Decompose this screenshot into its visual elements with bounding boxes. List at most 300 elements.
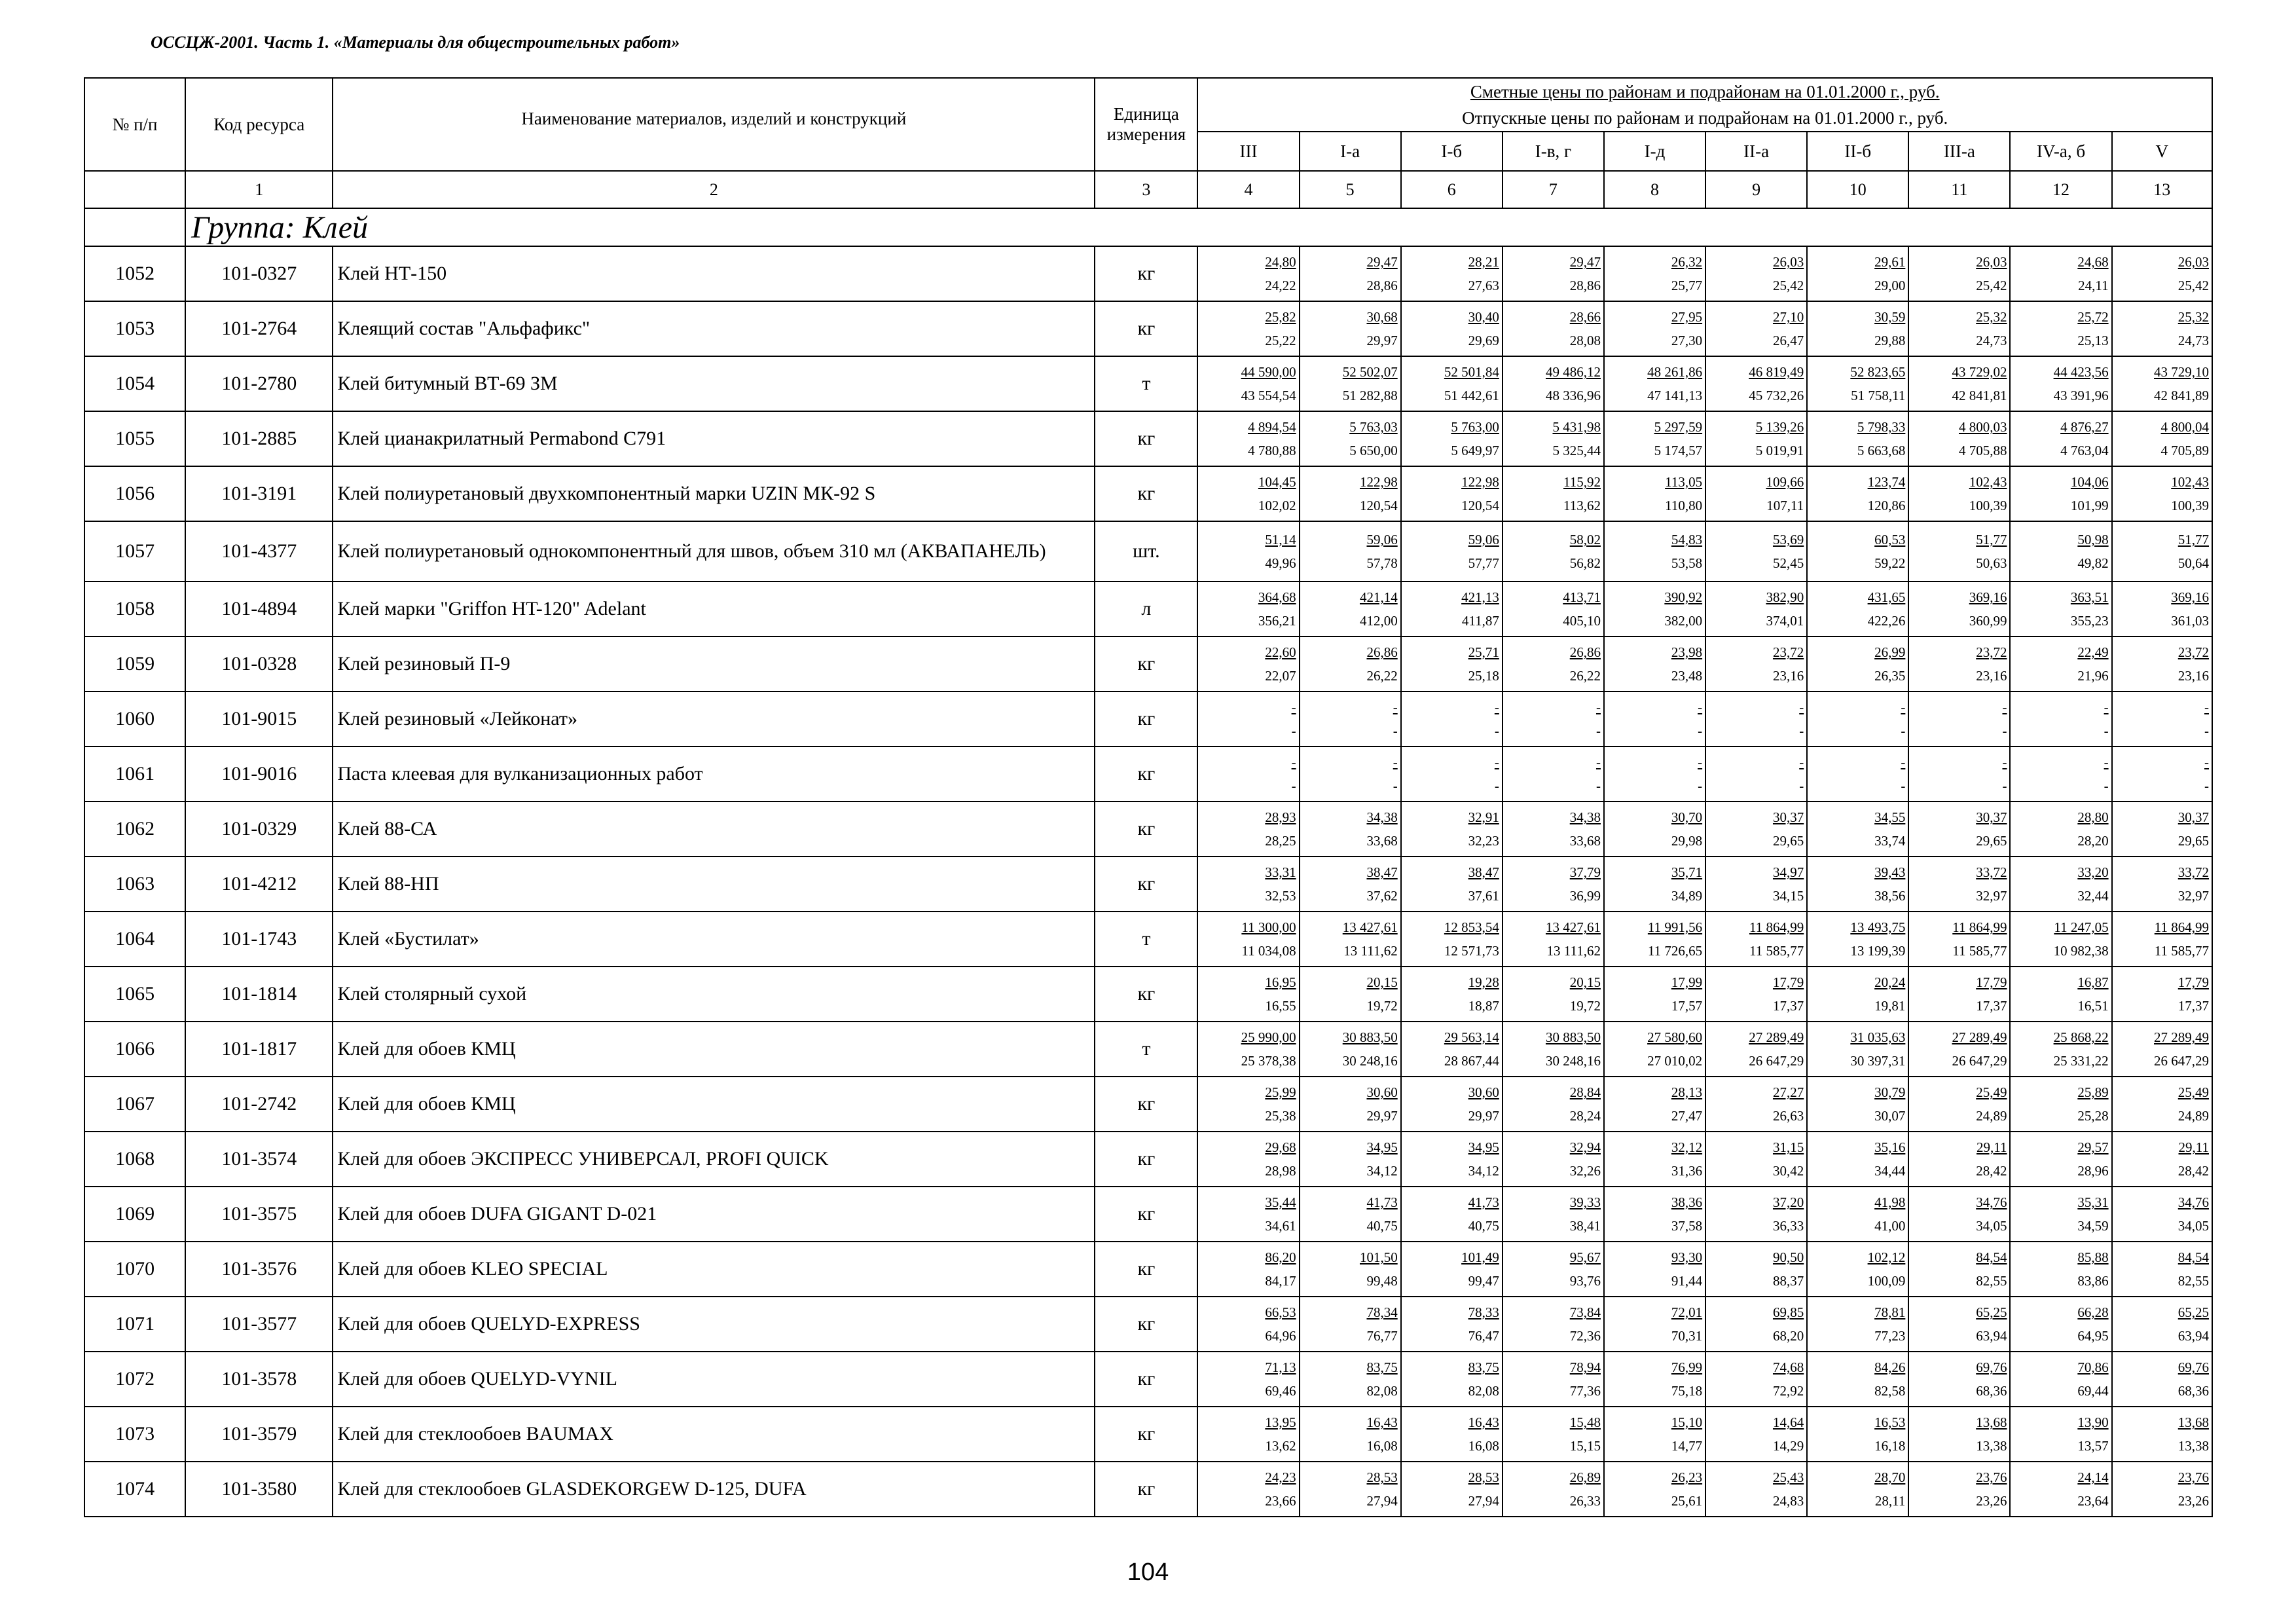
price-cell (1300, 521, 1401, 581)
column-number: 2 (333, 171, 1095, 208)
release-price: 23,16 (1976, 668, 2007, 684)
release-price: 57,77 (1468, 555, 1499, 571)
material-name: Клей для обоев КМЦ (333, 1077, 1095, 1132)
row-number: 1073 (84, 1407, 185, 1462)
estimate-price: 24,68 (2077, 254, 2109, 270)
release-price: - (1698, 778, 1703, 794)
table-row (84, 1407, 2212, 1462)
price-cell (2010, 637, 2111, 692)
release-price: 91,44 (1671, 1273, 1703, 1289)
price-cell (1401, 912, 1503, 967)
release-price: 25,42 (1976, 278, 2007, 293)
price-cell (1401, 1352, 1503, 1407)
estimate-price: - (1494, 699, 1499, 715)
release-price: 5 019,91 (1755, 443, 1804, 458)
release-price: 14,77 (1671, 1438, 1703, 1454)
price-cell (1300, 1242, 1401, 1297)
release-price: - (1595, 778, 1601, 794)
estimate-price: 34,38 (1569, 809, 1601, 825)
price-cell (1807, 301, 1908, 356)
estimate-price: 32,94 (1569, 1139, 1601, 1155)
release-price: - (1698, 723, 1703, 739)
release-price: 360,99 (1969, 613, 2007, 629)
material-name: Паста клеевая для вулканизационных работ (333, 747, 1095, 802)
estimate-price: 27 289,49 (2154, 1029, 2209, 1045)
price-cell (2112, 1022, 2212, 1077)
region-header: II-б (1807, 132, 1908, 171)
estimate-price: 13,68 (2178, 1414, 2209, 1430)
release-price: 59,22 (1874, 555, 1906, 571)
estimate-price: 25 990,00 (1241, 1029, 1296, 1045)
release-price: 16,08 (1366, 1438, 1398, 1454)
estimate-price: - (1901, 699, 1906, 715)
price-cell (2112, 1077, 2212, 1132)
release-price: 12 571,73 (1444, 943, 1499, 959)
price-cell (1604, 692, 1705, 747)
price-cell (1908, 912, 2010, 967)
estimate-price: 26,03 (2178, 254, 2209, 270)
price-cell (1503, 301, 1604, 356)
row-number: 1053 (84, 301, 185, 356)
price-cell (1908, 466, 2010, 521)
estimate-price: 26,03 (1976, 254, 2007, 270)
price-cell (1197, 1242, 1299, 1297)
price-cell (2112, 1132, 2212, 1187)
price-cell (2010, 747, 2111, 802)
material-name: Клей резиновый П-9 (333, 637, 1095, 692)
estimate-price: 102,43 (1969, 474, 2007, 490)
estimate-price: 11 864,99 (1952, 919, 2007, 935)
release-price: 69,44 (2077, 1383, 2109, 1399)
release-price: 26,63 (1772, 1108, 1804, 1124)
estimate-price: 27,27 (1772, 1084, 1804, 1100)
release-price: 25,13 (2077, 333, 2109, 348)
group-title: Группа: Клей (185, 208, 2212, 246)
price-cell (1401, 1022, 1503, 1077)
release-price: 30,07 (1874, 1108, 1906, 1124)
estimate-price: 15,10 (1671, 1414, 1703, 1430)
price-cell (1604, 1297, 1705, 1352)
price-cell (1503, 1297, 1604, 1352)
release-price: 47 141,13 (1647, 388, 1703, 403)
price-cell (2112, 581, 2212, 637)
price-cell (1197, 1462, 1299, 1517)
price-cell (1705, 1077, 1807, 1132)
estimate-price: 122,98 (1461, 474, 1499, 490)
release-price: 5 649,97 (1451, 443, 1499, 458)
estimate-price: 50,98 (2077, 532, 2109, 547)
estimate-price: - (1393, 699, 1398, 715)
price-cell (2112, 1187, 2212, 1242)
estimate-price: 69,76 (2178, 1359, 2209, 1375)
price-cell (1604, 912, 1705, 967)
price-cell (1197, 637, 1299, 692)
release-price: 24,73 (2178, 333, 2209, 348)
release-price: 100,09 (1867, 1273, 1906, 1289)
release-price: - (1901, 723, 1906, 739)
release-price: 40,75 (1468, 1218, 1499, 1234)
material-name: Клей для стеклообоев GLASDEKORGEW D-125, DUFA (333, 1462, 1095, 1517)
unit-of-measure: кг (1095, 411, 1197, 466)
price-cell (1908, 802, 2010, 857)
estimate-price: 28,84 (1569, 1084, 1601, 1100)
estimate-price: 28,53 (1366, 1469, 1398, 1485)
release-price: 32,44 (2077, 888, 2109, 904)
estimate-price: 24,14 (2077, 1469, 2109, 1485)
price-cell (2010, 411, 2111, 466)
estimate-price: 115,92 (1563, 474, 1601, 490)
unit-of-measure: шт. (1095, 521, 1197, 581)
release-price: - (2104, 723, 2109, 739)
release-price: 33,74 (1874, 833, 1906, 849)
release-price: 25 331,22 (2053, 1053, 2109, 1069)
resource-code: 101-0327 (185, 246, 333, 301)
estimate-price: 16,87 (2077, 974, 2109, 990)
column-number: 11 (1908, 171, 2010, 208)
estimate-price: 28,21 (1468, 254, 1499, 270)
estimate-price: 25,32 (2178, 309, 2209, 325)
estimate-price: 23,98 (1671, 644, 1703, 660)
release-price: 23,26 (2178, 1493, 2209, 1509)
price-cell (2112, 1407, 2212, 1462)
release-price: 30 397,31 (1850, 1053, 1906, 1069)
price-cell (1401, 637, 1503, 692)
estimate-price: 364,68 (1258, 589, 1296, 605)
estimate-price: 59,06 (1366, 532, 1398, 547)
release-price: 10 982,38 (2053, 943, 2109, 959)
release-price: - (1291, 723, 1296, 739)
release-price: 29,97 (1468, 1108, 1499, 1124)
release-price: 28,25 (1265, 833, 1296, 849)
release-price: 24,89 (1976, 1108, 2007, 1124)
release-price: 30,42 (1772, 1163, 1804, 1179)
release-price: 50,64 (2178, 555, 2209, 571)
release-price: - (1494, 778, 1499, 794)
resource-code: 101-4377 (185, 521, 333, 581)
release-price: 37,61 (1468, 888, 1499, 904)
table-row (84, 967, 2212, 1022)
price-cell (1705, 356, 1807, 411)
estimate-price: 52 502,07 (1342, 364, 1398, 380)
price-cell (1401, 301, 1503, 356)
release-price: 17,37 (1976, 998, 2007, 1014)
estimate-price: 59,06 (1468, 532, 1499, 547)
estimate-price: 102,43 (2171, 474, 2209, 490)
release-price: 27,94 (1366, 1493, 1398, 1509)
release-price: 4 763,04 (2060, 443, 2109, 458)
price-cell (1197, 967, 1299, 1022)
price-cell (1401, 466, 1503, 521)
estimate-price: 11 991,56 (1647, 919, 1703, 935)
estimate-price: 39,33 (1569, 1194, 1601, 1210)
release-price: 30 248,16 (1545, 1053, 1601, 1069)
material-name: Клей марки "Griffon HT-120" Adelant (333, 581, 1095, 637)
estimate-price: 25,99 (1265, 1084, 1296, 1100)
release-price: - (2002, 778, 2007, 794)
estimate-price: 390,92 (1664, 589, 1703, 605)
material-name: Клей цианакрилатный Permabond С791 (333, 411, 1095, 466)
estimate-price: 20,15 (1569, 974, 1601, 990)
release-price: 25,42 (2178, 278, 2209, 293)
row-number: 1062 (84, 802, 185, 857)
release-price: 50,63 (1976, 555, 2007, 571)
estimate-price: - (2204, 754, 2209, 770)
release-price: 13,62 (1265, 1438, 1296, 1454)
price-cell (1807, 466, 1908, 521)
estimate-price: 104,45 (1258, 474, 1296, 490)
estimate-price: 34,76 (1976, 1194, 2007, 1210)
estimate-price: 17,79 (2178, 974, 2209, 990)
price-cell (1503, 1187, 1604, 1242)
price-cell (1807, 1462, 1908, 1517)
release-price: 29,88 (1874, 333, 1906, 348)
table-row (84, 581, 2212, 637)
price-cell (2010, 802, 2111, 857)
material-name: Клей для обоев ЭКСПРЕСС УНИВЕРСАЛ, PROFI QUICK (333, 1132, 1095, 1187)
release-price: - (1799, 778, 1804, 794)
release-price: 37,58 (1671, 1218, 1703, 1234)
region-header: V (2112, 132, 2212, 171)
price-cell (1807, 857, 1908, 912)
table-row (84, 466, 2212, 521)
estimate-price: 101,49 (1461, 1249, 1499, 1265)
release-price: 28,11 (1874, 1493, 1906, 1509)
price-cell (1604, 246, 1705, 301)
material-name: Клей для обоев QUELYD-VYNIL (333, 1352, 1095, 1407)
price-cell (1197, 857, 1299, 912)
row-number: 1066 (84, 1022, 185, 1077)
estimate-price: 23,76 (1976, 1469, 2007, 1485)
price-cell (1908, 246, 2010, 301)
release-price: 21,96 (2077, 668, 2109, 684)
release-price: 34,59 (2077, 1218, 2109, 1234)
estimate-price: 30,37 (1772, 809, 1804, 825)
row-number: 1060 (84, 692, 185, 747)
estimate-price: 34,95 (1366, 1139, 1398, 1155)
price-cell (1300, 246, 1401, 301)
unit-of-measure: кг (1095, 1077, 1197, 1132)
estimate-price: 13 427,61 (1342, 919, 1398, 935)
estimate-price: - (2204, 699, 2209, 715)
estimate-price: 5 763,03 (1349, 419, 1398, 435)
price-cell (1300, 692, 1401, 747)
estimate-price: - (2002, 699, 2007, 715)
estimate-price: - (1291, 699, 1296, 715)
estimate-price: 11 247,05 (2054, 919, 2109, 935)
row-number: 1063 (84, 857, 185, 912)
estimate-price: 78,34 (1366, 1304, 1398, 1320)
estimate-price: 28,53 (1468, 1469, 1499, 1485)
release-price: 33,68 (1366, 833, 1398, 849)
resource-code: 101-3580 (185, 1462, 333, 1517)
release-price: 51 442,61 (1444, 388, 1499, 403)
release-price: - (2002, 723, 2007, 739)
release-price: - (2204, 723, 2209, 739)
release-price: 38,41 (1569, 1218, 1601, 1234)
price-cell (2112, 637, 2212, 692)
price-cell (1503, 411, 1604, 466)
price-cell (2010, 1297, 2111, 1352)
estimate-price: 34,55 (1874, 809, 1906, 825)
unit-of-measure: кг (1095, 747, 1197, 802)
price-cell (1401, 356, 1503, 411)
estimate-price: 29,57 (2077, 1139, 2109, 1155)
price-cell (1807, 802, 1908, 857)
estimate-price: 34,97 (1772, 864, 1804, 880)
release-price: - (1393, 778, 1398, 794)
release-price: 101,99 (2070, 498, 2109, 513)
price-cell (1503, 857, 1604, 912)
price-cell (2112, 1242, 2212, 1297)
material-name: Клей «Бустилат» (333, 912, 1095, 967)
release-price: 72,36 (1569, 1328, 1601, 1344)
resource-code: 101-4894 (185, 581, 333, 637)
price-cell (1705, 967, 1807, 1022)
price-cell (1197, 1407, 1299, 1462)
release-price: 34,05 (2178, 1218, 2209, 1234)
release-price: 29,65 (1772, 833, 1804, 849)
price-cell (1908, 356, 2010, 411)
estimate-price: 78,81 (1874, 1304, 1906, 1320)
price-cell (1908, 581, 2010, 637)
estimate-price: 421,13 (1461, 589, 1499, 605)
material-name: Клей 88-НП (333, 857, 1095, 912)
price-cell (1300, 747, 1401, 802)
estimate-price: 31,15 (1772, 1139, 1804, 1155)
price-cell (1807, 1297, 1908, 1352)
price-cell (1401, 581, 1503, 637)
estimate-price: 41,98 (1874, 1194, 1906, 1210)
estimate-price: 29 563,14 (1444, 1029, 1499, 1045)
price-cell (1503, 1407, 1604, 1462)
price-cell (1705, 411, 1807, 466)
unit-of-measure: кг (1095, 1352, 1197, 1407)
estimate-price: 66,53 (1265, 1304, 1296, 1320)
estimate-price: 29,61 (1874, 254, 1906, 270)
price-cell (2010, 301, 2111, 356)
release-price: 13,57 (2077, 1438, 2109, 1454)
estimate-price: 30 883,50 (1342, 1029, 1398, 1045)
price-cell (1503, 802, 1604, 857)
price-cell (1604, 802, 1705, 857)
price-cell (1197, 356, 1299, 411)
unit-of-measure: кг (1095, 1407, 1197, 1462)
estimate-price: 13 427,61 (1545, 919, 1601, 935)
material-name: Клей столярный сухой (333, 967, 1095, 1022)
estimate-price: 30 883,50 (1545, 1029, 1601, 1045)
material-name: Клей резиновый «Лейконат» (333, 692, 1095, 747)
row-number: 1065 (84, 967, 185, 1022)
estimate-price: 51,14 (1265, 532, 1296, 547)
col-header-unit: Единица измерения (1095, 78, 1197, 171)
estimate-price: 72,01 (1671, 1304, 1703, 1320)
estimate-price: 44 590,00 (1241, 364, 1296, 380)
estimate-price: 28,93 (1265, 809, 1296, 825)
release-price: 25,38 (1265, 1108, 1296, 1124)
release-price: 11 726,65 (1647, 943, 1703, 959)
release-price: 25,28 (2077, 1108, 2109, 1124)
price-cell (1705, 1352, 1807, 1407)
price-cell (1197, 1352, 1299, 1407)
estimate-price: 27 580,60 (1647, 1029, 1703, 1045)
estimate-price: 4 800,04 (2160, 419, 2209, 435)
release-price: 82,08 (1366, 1383, 1398, 1399)
release-price: - (2104, 778, 2109, 794)
price-cell (1503, 1462, 1604, 1517)
release-price: 17,57 (1671, 998, 1703, 1014)
resource-code: 101-3191 (185, 466, 333, 521)
release-price: 28,98 (1265, 1163, 1296, 1179)
release-price: 28 867,44 (1444, 1053, 1499, 1069)
estimate-price: 48 261,86 (1647, 364, 1703, 380)
release-price: 51 758,11 (1851, 388, 1906, 403)
estimate-price: 33,72 (2178, 864, 2209, 880)
release-price: 31,36 (1671, 1163, 1703, 1179)
price-cell (2112, 521, 2212, 581)
price-cell (1908, 1077, 2010, 1132)
price-cell (1705, 301, 1807, 356)
release-price: 32,53 (1265, 888, 1296, 904)
row-number: 1074 (84, 1462, 185, 1517)
release-price: 76,47 (1468, 1328, 1499, 1344)
price-cell (1197, 1132, 1299, 1187)
unit-of-measure: кг (1095, 466, 1197, 521)
price-cell (1401, 1297, 1503, 1352)
release-price: 30 248,16 (1342, 1053, 1398, 1069)
estimate-price: 17,79 (1976, 974, 2007, 990)
price-cell (1197, 1187, 1299, 1242)
row-number: 1067 (84, 1077, 185, 1132)
price-cell (1604, 521, 1705, 581)
price-cell (1604, 1022, 1705, 1077)
estimate-price: 60,53 (1874, 532, 1906, 547)
release-price: 4 705,89 (2160, 443, 2209, 458)
estimate-price: 22,49 (2077, 644, 2109, 660)
unit-of-measure: кг (1095, 301, 1197, 356)
price-cell (1908, 967, 2010, 1022)
release-price: 26 647,29 (1749, 1053, 1804, 1069)
row-number: 1059 (84, 637, 185, 692)
price-cell (1197, 1022, 1299, 1077)
price-cell (2112, 1462, 2212, 1517)
estimate-price: 76,99 (1671, 1359, 1703, 1375)
price-cell (1807, 1022, 1908, 1077)
price-cell (1503, 1077, 1604, 1132)
row-number: 1061 (84, 747, 185, 802)
release-price: 13,38 (1976, 1438, 2007, 1454)
estimate-price: 49 486,12 (1545, 364, 1601, 380)
estimate-price: - (1698, 754, 1703, 770)
release-price: 29,69 (1468, 333, 1499, 348)
price-cell (1807, 747, 1908, 802)
price-cell (1604, 356, 1705, 411)
price-cell (1300, 1352, 1401, 1407)
release-price: 24,89 (2178, 1108, 2209, 1124)
estimate-price: 32,91 (1468, 809, 1499, 825)
release-price: 29,00 (1874, 278, 1906, 293)
estimate-price: 26,03 (1772, 254, 1804, 270)
release-price: 374,01 (1766, 613, 1804, 629)
estimate-price: 27 289,49 (1952, 1029, 2007, 1045)
estimate-price: 26,23 (1671, 1469, 1703, 1485)
release-price: 11 585,77 (1749, 943, 1804, 959)
estimate-price: - (1291, 754, 1296, 770)
estimate-price: 25,72 (2077, 309, 2109, 325)
price-cell (1908, 1352, 2010, 1407)
estimate-price: 29,11 (1976, 1139, 2007, 1155)
price-cell (1300, 466, 1401, 521)
release-price: 17,37 (1772, 998, 1804, 1014)
